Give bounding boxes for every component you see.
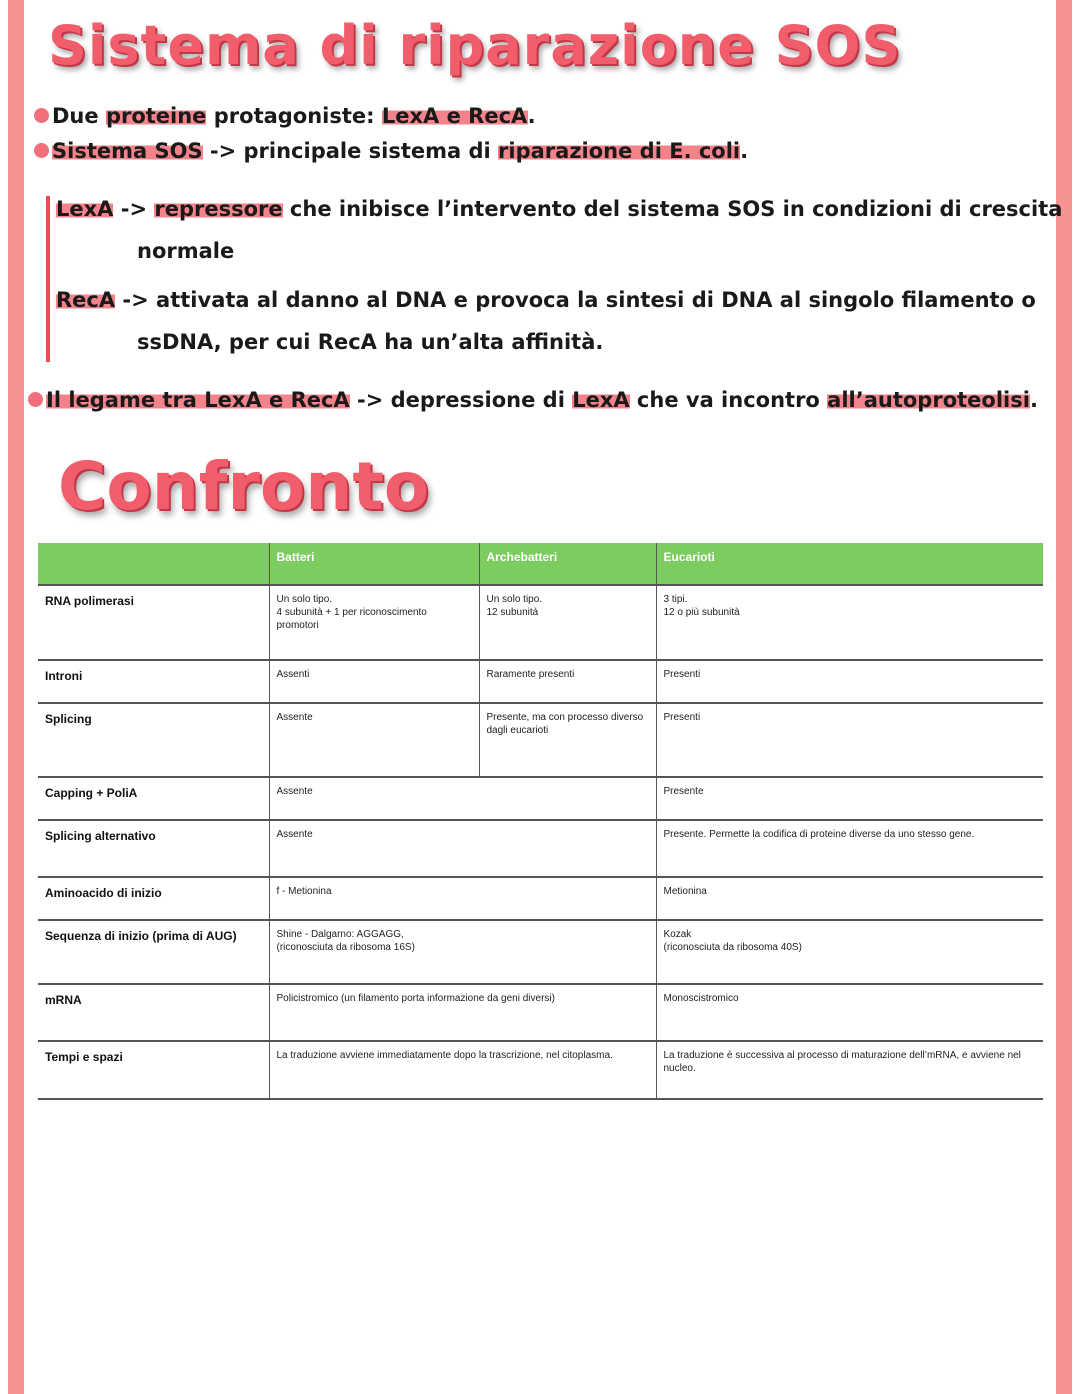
table-cell: Raramente presenti	[479, 660, 656, 703]
row-label: RNA polimerasi	[38, 585, 269, 660]
table-cell: Metionina	[656, 877, 1043, 920]
table-cell: Un solo tipo. 12 subunità	[479, 585, 656, 660]
table-cell: Presenti	[656, 703, 1043, 777]
row-label: Introni	[38, 660, 269, 703]
table-row	[38, 1041, 1043, 1099]
table-row	[38, 920, 1043, 984]
row-label: Tempi e spazi	[38, 1041, 269, 1099]
table-header-row	[38, 543, 1043, 585]
header-cell: Archebatteri	[479, 543, 656, 585]
lexa-description-cont: normale	[137, 239, 235, 263]
table-cell: Presente	[656, 777, 1043, 820]
row-label: Splicing alternativo	[38, 820, 269, 877]
table-cell: Shine - Dalgarno: AGGAGG, (riconosciuta da ribosoma 16S)	[269, 920, 656, 984]
table-cell: Policistromico (un filamento porta informazione da geni diversi)	[269, 984, 656, 1041]
bullet-proteine: Due proteine protagoniste: LexA e RecA.	[34, 104, 536, 128]
table-row	[38, 877, 1043, 920]
comparison-table	[38, 543, 1043, 1100]
table-row	[38, 703, 1043, 777]
bullet-dot-icon	[34, 143, 49, 158]
detail-side-bar	[46, 196, 50, 362]
table-row	[38, 660, 1043, 703]
bullet-sistema-sos: Sistema SOS -> principale sistema di riparazione di E. coli.	[34, 139, 748, 163]
table-cell: La traduzione avviene immediatamente dopo la trascrizione, nel citoplasma.	[269, 1041, 656, 1099]
table-cell: Un solo tipo. 4 subunità + 1 per riconoscimento promotori	[269, 585, 479, 660]
table-cell: Assente	[269, 777, 656, 820]
bullet-dot-icon	[28, 392, 43, 407]
row-label: mRNA	[38, 984, 269, 1041]
table-cell: Monoscistromico	[656, 984, 1043, 1041]
table-row	[38, 777, 1043, 820]
row-label: Splicing	[38, 703, 269, 777]
section-title: Confronto	[58, 448, 430, 525]
header-cell	[38, 543, 269, 585]
bullet-dot-icon	[34, 108, 49, 123]
table-row	[38, 585, 1043, 660]
table-cell: La traduzione è successiva al processo di maturazione dell’mRNA, e avviene nel nucleo.	[656, 1041, 1043, 1099]
row-label: Aminoacido di inizio	[38, 877, 269, 920]
table-row	[38, 984, 1043, 1041]
table-cell: Assenti	[269, 660, 479, 703]
table-cell: Kozak (riconosciuta da ribosoma 40S)	[656, 920, 1043, 984]
table-cell: Assente	[269, 820, 656, 877]
row-label: Capping + PoliA	[38, 777, 269, 820]
page-title: Sistema di riparazione SOS	[48, 14, 902, 77]
header-cell: Batteri	[269, 543, 479, 585]
table-cell: Presenti	[656, 660, 1043, 703]
table-cell: Assente	[269, 703, 479, 777]
table-cell: f - Metionina	[269, 877, 656, 920]
header-cell: Eucarioti	[656, 543, 1043, 585]
table-cell: Presente. Permette la codifica di proteine diverse da uno stesso gene.	[656, 820, 1043, 877]
lexa-description: LexA -> repressore che inibisce l’intervento del sistema SOS in condizioni di crescita	[56, 197, 1063, 221]
left-page-border	[8, 0, 24, 1394]
reca-description-cont: ssDNA, per cui RecA ha un’alta affinità.	[137, 330, 604, 354]
bullet-legame: Il legame tra LexA e RecA -> depressione di LexA che va incontro all’autoproteolisi.	[28, 388, 1038, 412]
table-cell: 3 tipi. 12 o più subunità	[656, 585, 1043, 660]
reca-description: RecA -> attivata al danno al DNA e provoca la sintesi di DNA al singolo filamento o	[56, 288, 1036, 312]
table-row	[38, 820, 1043, 877]
table-cell: Presente, ma con processo diverso dagli eucarioti	[479, 703, 656, 777]
row-label: Sequenza di inizio (prima di AUG)	[38, 920, 269, 984]
